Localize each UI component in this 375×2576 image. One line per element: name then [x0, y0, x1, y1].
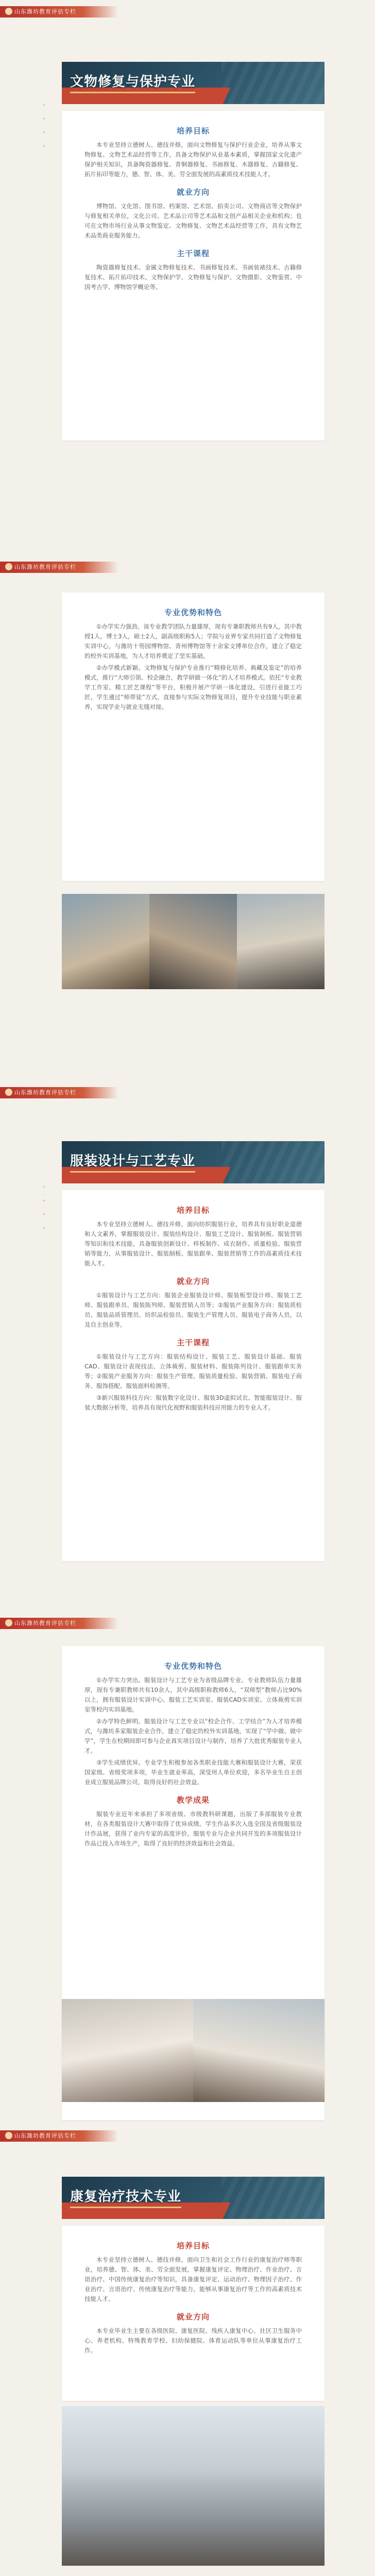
major1-features-p2: ②办学模式新颖。文物修复与保护专业推行“精修化培养、典藏及鉴定”的培养模式，推行“大师引领、校企融合，教学研做一体化”的人才培养模式。依托“专业教学工作室、精工匠艺课程”等平台，积极开展产学研一体化建设，引进行业能工巧匠，学生通过“师带徒”方式，直接参与实际文物修复项目，提升专业技能与职业素养，实现学业与就业无缝对接。 — [84, 664, 302, 710]
major1-title: 文物修复与保护专业 — [70, 71, 195, 90]
major2-heading-goal: 培养目标 — [176, 1206, 210, 1215]
seal-icon — [5, 1089, 12, 1096]
major1-goal-text: 本专业坚持立德树人、德技并修，面向文物修复与保护行业企业，培养从事文物修复、文物艺术品经营等工作，具备文物保护从业基本素质，掌握国家文化遗产保护相关知识，具备陶瓷器修复、青铜器修复、书画修复、木器修复、古籍修复、拓片拓印等能力，德、智、体、美、劳全面发展的高素质技术技能人才。 — [84, 141, 302, 178]
major2-goal-text: 本专业坚持立德树人、德技并修，面向纺织服装行业，培养具有良好职业道德和人文素养，掌握服装设计、服装结构设计、服装工艺设计、服装制板、服装营销等知识和技术技能，具备服装创新设计、样板制作、成衣制作、质量检验、服装营销等能力，从事服装设计、服装制板、服装跟单、服装营销等工作的高素质技术技能人才。 — [84, 1221, 302, 1267]
major3-photo — [62, 2406, 325, 2566]
major1-features-heading: 专业优势和特色 — [164, 608, 222, 617]
header-ribbon-text: 山东潍坊教育评估专栏 — [14, 564, 76, 570]
header-ribbon-5 — [0, 2130, 118, 2142]
major3-banner — [62, 2177, 325, 2219]
major2-title: 服装设计与工艺专业 — [70, 1150, 195, 1170]
header-ribbon — [0, 6, 118, 18]
header-ribbon-text: 山东潍坊教育评估专栏 — [14, 2132, 76, 2139]
major2-banner — [62, 1141, 325, 1183]
major3-card — [62, 2226, 325, 2401]
seal-icon — [5, 563, 12, 570]
major1-photo — [62, 894, 325, 989]
major2-photo — [62, 1999, 325, 2102]
major3-heading-career: 就业方向 — [176, 2312, 210, 2321]
major2-features-heading: 专业优势和特色 — [164, 1662, 222, 1671]
major1-heading-courses: 主干课程 — [176, 249, 210, 258]
major2-results-p1: 服装专业近年来承担了多项省级、市级教科研课题，出版了多部服装专业教材，在各类服装设计大赛中取得了优异成绩。学生作品多次入选全国及省级服装设计作品展，获得了业内专家的高度评价。服装专业与企业共同开发的多项服装设计作品已投入市场生产，取得了良好的经济效益和社会效益。 — [84, 1810, 302, 1847]
header-ribbon-text: 山东潍坊教育评估专栏 — [14, 8, 76, 15]
major2-courses-text-2: ③新兴服装科技方向：服装数字化设计、服装3D虚拟试衣、智能服装设计、服装大数据分析等，培养具有现代化视野和服装科技应用能力的专业人才。 — [84, 1394, 302, 1411]
major2-results-heading: 教学成果 — [176, 1795, 210, 1805]
major3-goal-text: 本专业坚持立德树人、德技并修，面向卫生和社会工作行业的康复治疗师等职业，培养德、智、体、美、劳全面发展，掌握康复评定、物理治疗、作业治疗、言语治疗、中国传统康复治疗等知识，具备康复评定、运动治疗、物理因子治疗、作业治疗、言语治疗、传统康复治疗等能力，能够从事康复治疗等工作的高素质技术技能人才。 — [84, 2256, 302, 2302]
major2-heading-courses: 主干课程 — [176, 1338, 210, 1347]
major1-heading-career: 就业方向 — [176, 188, 210, 197]
major1-courses-text: 陶瓷器修复技术、金属文物修复技术、书画修复技术、书画装裱技术、古籍修复技术、拓片拓印技术、文物保护学、文物修复与保护、文物摄影、文物鉴赏、中国考古学、博物馆学概论等。 — [84, 264, 302, 291]
seal-icon — [5, 1619, 12, 1626]
major3-title: 康复治疗技术专业 — [70, 2186, 181, 2205]
major1-banner — [62, 62, 325, 104]
major2-courses-text-1: ①服装设计与工艺方向：服装结构设计、服装工艺、服装设计基础、服装CAD、服装设计表现技法、立体裁剪、服装材料、服装陈列设计、服装跟单实务等；②服装产业服务方向：服装生产管理、服装质量检验、服装营销、服装电子商务、服饰搭配、服装面料检测等。 — [84, 1353, 302, 1389]
major2-career-text: ①服装设计与工艺方向：服装企业服装设计师、服装板型设计师、服装工艺师、服装跟单员、服装陈列师、服装营销人员等；②服装产业服务方向：服装质检员、服装品质管理员、纺织品检验员、服装生产管理人员、服装电子商务人员，以及自主创业等。 — [84, 1292, 302, 1328]
major1-features-p1: ①办学实力强劲。该专业教学团队力量雄厚，现有专兼职教师共有9人，其中教授1人，博士3人，硕士2人，副高级职称5人；学院与业界专家共同打造了文物修复实训中心，与潍坊十笏园博物馆、青州博物馆等十余家文博单位合作，建立了稳定的校外实训基地，为人才培养奠定了坚实基础。 — [84, 623, 302, 659]
header-ribbon-2 — [0, 562, 118, 573]
major2-features-p3: ③学生成绩优异。专业学生积极参加各类职业技能大赛和服装设计大赛，荣获国家级、省级奖项多项，毕业生就业率高，深受用人单位欢迎，多名毕业生自主创业成立服装品牌公司，取得良好的社会效益。 — [84, 1759, 302, 1786]
major1-heading-goal: 培养目标 — [176, 126, 210, 135]
side-decoration: ✦ · ✦ · ✦ · ✦ — [41, 103, 46, 150]
seal-icon — [5, 8, 12, 15]
header-ribbon-text: 山东潍坊教育评估专栏 — [14, 1089, 76, 1096]
major2-heading-career: 就业方向 — [176, 1277, 210, 1286]
major3-career-text: 本专业毕业生主要在各级医院、康复医院、残疾人康复中心、社区卫生服务中心、养老机构、特殊教育学校、妇幼保健院、体育运动队等单位从事康复治疗工作。 — [84, 2327, 302, 2354]
major1-card — [62, 111, 325, 440]
header-ribbon-4 — [0, 1618, 118, 1629]
major2-card — [62, 1190, 325, 1561]
header-ribbon-3 — [0, 1087, 118, 1098]
major1-features-card — [62, 592, 325, 881]
major2-features-p1: ①办学实力突出。服装设计与工艺专业为省级品牌专业、专业教师队伍力量雄厚，现有专兼职教师共有10余人，其中高级职称教师6人，“双师型”教师占比90%以上，拥有服装设计实训中心、服装工艺实训室、服装CAD实训室、立体裁剪实训室等校内实训基地。 — [84, 1676, 302, 1713]
side-decoration: ✦ · ✦ · ✦ · ✦ — [41, 1185, 46, 1232]
major3-heading-goal: 培养目标 — [176, 2241, 210, 2250]
major1-career-text: 博物馆、文化馆、图书馆、档案馆、艺术馆、拍卖公司、文物商店等文物保护与修复相关单位，文化公司、艺术品公司等艺术品和文创产品相关企业和机构；也可在文物市场行业从事文物鉴定、文物修复、文物艺术品经营等工作，具有文物艺术品类商业服务能力。 — [84, 202, 302, 239]
major2-features-p2: ②办学特色鲜明。服装设计与工艺专业以“校企合作、工学结合”为人才培养模式，与潍坊多家服装企业合作，建立了稳定的校外实训基地，实现了“学中做、做中学”，学生在校期间即可参与企业真实项目设计与制作，培养了大批优秀服装专业人才。 — [84, 1718, 302, 1754]
header-ribbon-text: 山东潍坊教育评估专栏 — [14, 1620, 76, 1626]
seal-icon — [5, 2132, 12, 2139]
